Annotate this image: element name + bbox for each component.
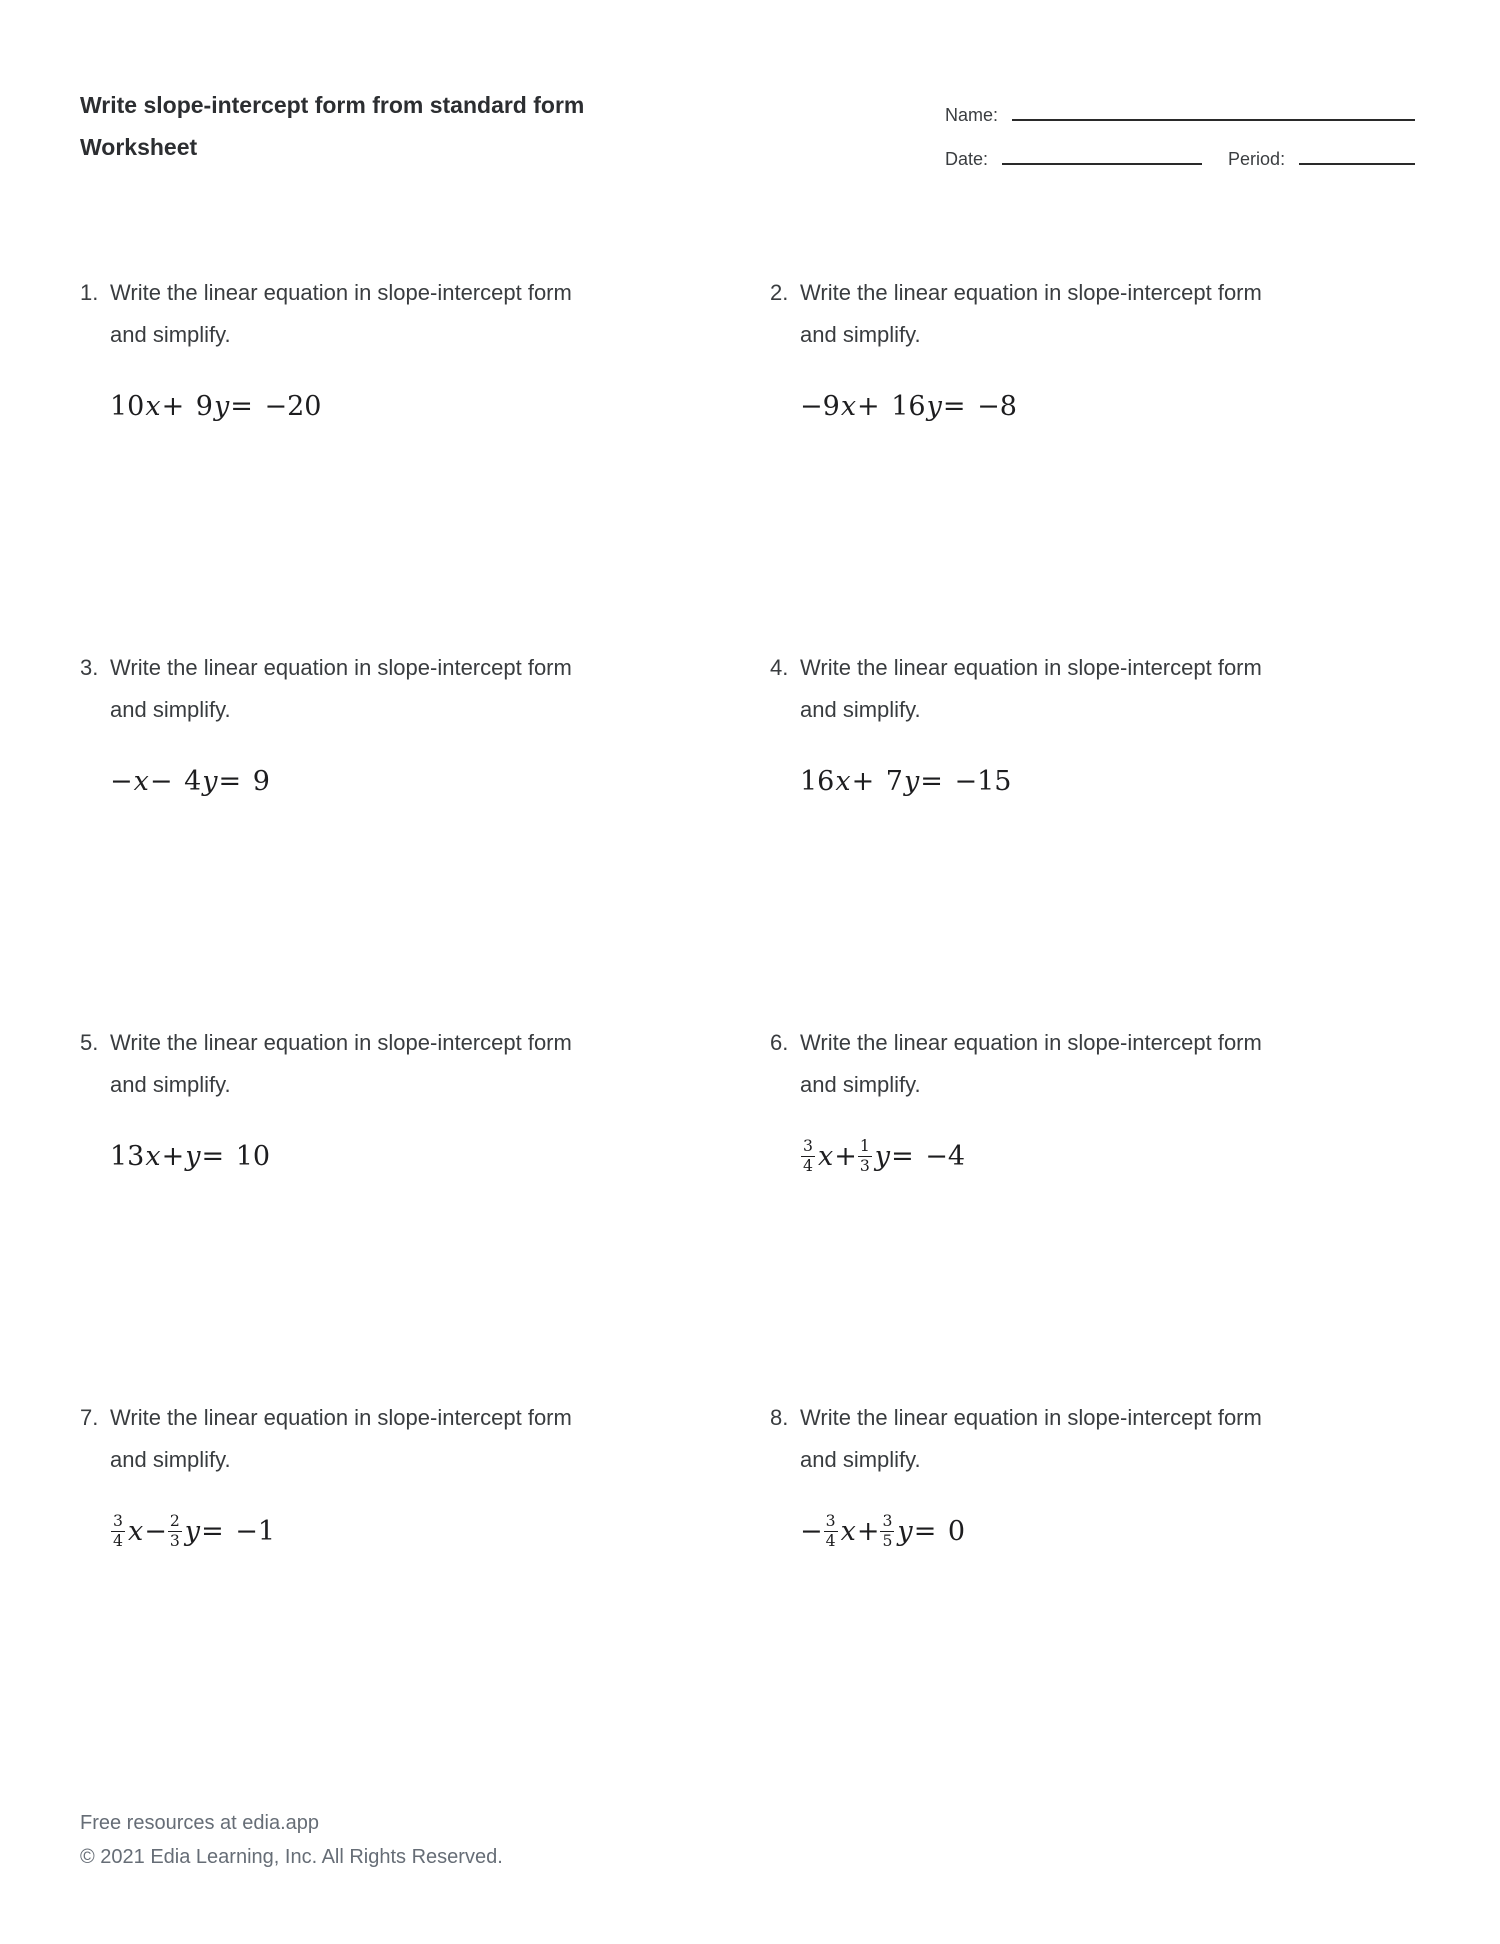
problem-1 — [80, 272, 730, 647]
problem-number: 6. — [770, 1030, 789, 1055]
problems-grid — [80, 272, 1420, 1772]
problem-prompt — [80, 1397, 730, 1481]
problem-number: 7. — [80, 1405, 99, 1430]
student-fields — [945, 84, 1415, 174]
problem-8 — [770, 1397, 1420, 1772]
problem-number: 8. — [770, 1405, 789, 1430]
name-label: Name: — [945, 105, 999, 125]
problem-prompt-text: Write the linear equation in slope-intercept form and simplify. — [800, 655, 1262, 722]
problem-prompt — [80, 647, 730, 731]
problem-5 — [80, 1022, 730, 1397]
problem-prompt — [770, 1022, 1420, 1106]
problem-equation: − $\frac{3}{4}$ x + $\frac{3}{5}$ y = 0 — [800, 1511, 966, 1550]
date-blank-line — [1002, 163, 1202, 165]
problem-equation: − x − 4 y = 9 — [110, 765, 270, 797]
problem-4 — [770, 647, 1420, 1022]
period-label: Period: — [1228, 149, 1286, 169]
problem-equation: 13 x + y = 10 — [110, 1140, 271, 1172]
problem-prompt — [80, 1022, 730, 1106]
problem-prompt — [770, 647, 1420, 731]
problem-number: 3. — [80, 655, 99, 680]
problem-number: 4. — [770, 655, 789, 680]
problem-number: 5. — [80, 1030, 99, 1055]
page-title-line1: Write slope-intercept form from standard form — [80, 92, 585, 118]
page-header — [80, 84, 1415, 174]
problem-prompt-text: Write the linear equation in slope-intercept form and simplify. — [110, 280, 572, 347]
problem-2 — [770, 272, 1420, 647]
period-blank-line — [1299, 163, 1415, 165]
problem-equation: 16 x + 7 y = −15 — [800, 765, 1012, 797]
page-title-line2: Worksheet — [80, 134, 198, 160]
problem-prompt-text: Write the linear equation in slope-intercept form and simplify. — [800, 1405, 1262, 1472]
problem-prompt — [770, 1397, 1420, 1481]
problem-3 — [80, 647, 730, 1022]
problem-7 — [80, 1397, 730, 1772]
problem-number: 1. — [80, 280, 99, 305]
page-footer — [80, 1806, 503, 1874]
footer-resources-text: Free resources at edia.app — [80, 1812, 320, 1834]
problem-equation: $\frac{3}{4}$ x + $\frac{1}{3}$ y = −4 — [803, 1136, 966, 1175]
name-row — [945, 86, 1415, 130]
problem-prompt — [80, 272, 730, 356]
date-label: Date: — [945, 149, 989, 169]
problem-prompt-text: Write the linear equation in slope-intercept form and simplify. — [110, 1030, 572, 1097]
problem-prompt — [770, 272, 1420, 356]
problem-equation: $\frac{3}{4}$ x − $\frac{2}{3}$ y = −1 — [113, 1511, 276, 1550]
problem-prompt-text: Write the linear equation in slope-intercept form and simplify. — [800, 280, 1262, 347]
page-title — [80, 84, 584, 174]
footer-copyright-text: © 2021 Edia Learning, Inc. All Rights Reserved. — [80, 1846, 503, 1868]
problem-prompt-text: Write the linear equation in slope-intercept form and simplify. — [110, 655, 572, 722]
date-period-row — [945, 130, 1415, 174]
problem-equation: −9 x + 16 y = −8 — [800, 390, 1017, 422]
problem-prompt-text: Write the linear equation in slope-intercept form and simplify. — [110, 1405, 572, 1472]
problem-equation: 10 x + 9 y = −20 — [110, 390, 322, 422]
name-blank-line — [1012, 119, 1415, 121]
problem-number: 2. — [770, 280, 789, 305]
problem-6 — [770, 1022, 1420, 1397]
problem-prompt-text: Write the linear equation in slope-intercept form and simplify. — [800, 1030, 1262, 1097]
